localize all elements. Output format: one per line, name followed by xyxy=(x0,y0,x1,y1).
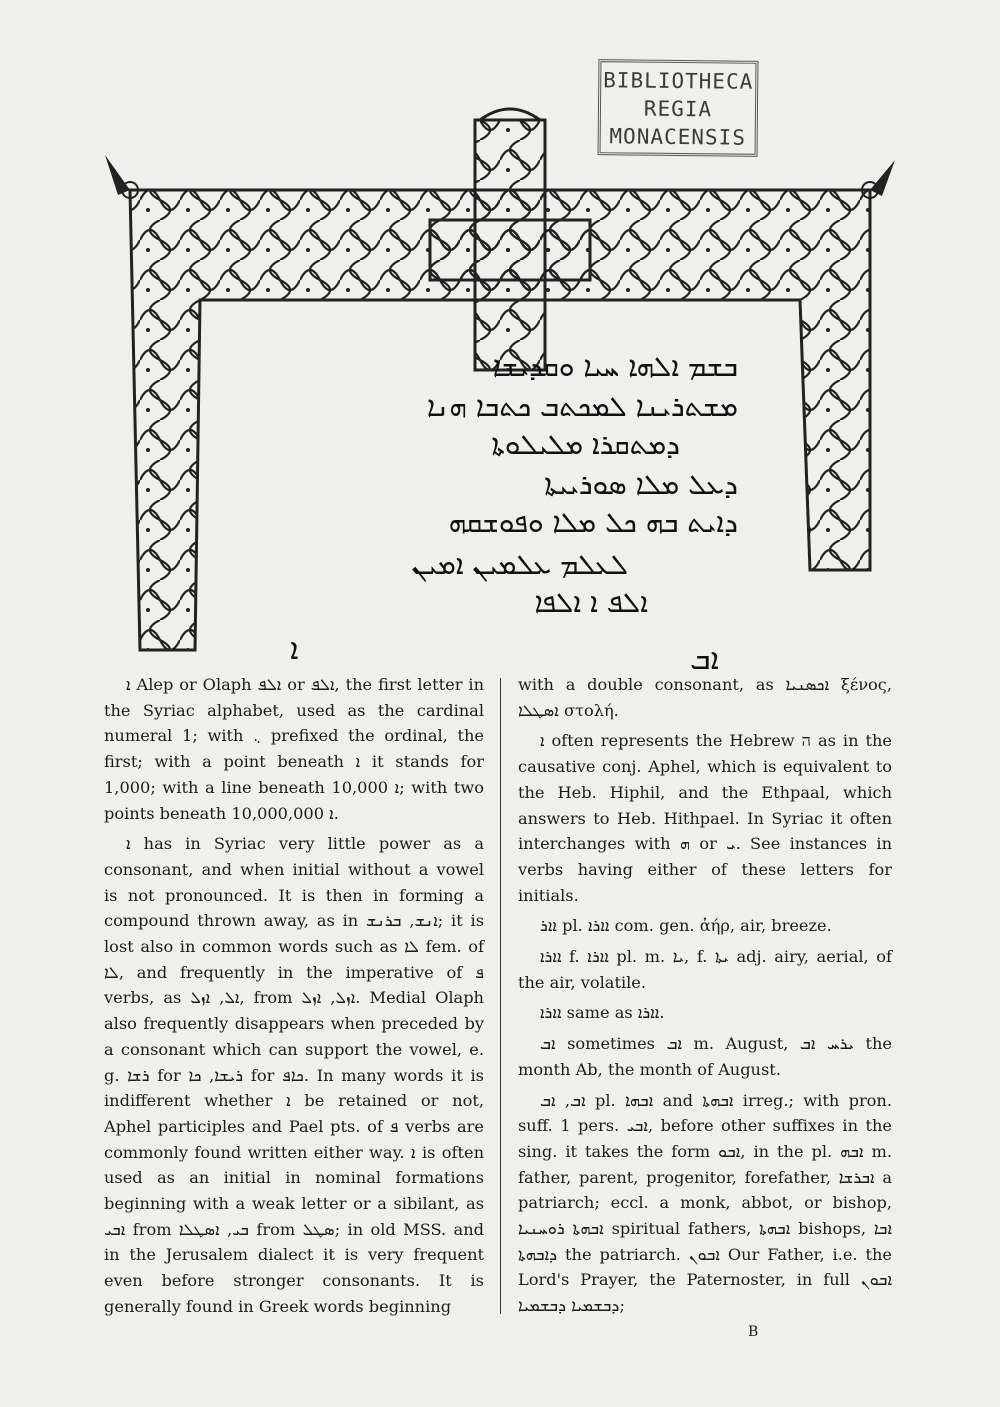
signature-mark: B xyxy=(748,1324,759,1340)
headpiece-line: ܕܐܝܬ ܒܗ ܟܠ ܡܠܐ ܘܦܘܫܩܗ xyxy=(448,506,738,539)
headpiece-line: ܕܥܠ ܡܠܐ ܣܘܪܝܝܬܐ xyxy=(544,468,738,501)
stamp-line: BIBLIOTHECA xyxy=(603,68,754,94)
dictionary-entry: ܐܒ, ܐܒ pl. ܐܒܗܐ and ܐܒܗܬܐ irreg.; with pron. suff. 1 pers. ܐܒܝ, before other suffixes in the sing. it takes the form ܐܒܘ, in the pl. ܐܒܗ m. father, parent, progenitor, forefather, ܐܒܪܫܐ a patriarch; eccl. a monk, abbot, or bishop, ܐܒܗܬܐ ܪܘܚܢܝܐ spiritual fathers, ܐܒܗܬܐ bishops, ܐܒܐ ܕܐܒܗܬܐ the patriarch. ܐܒܘܢ Our Father, i.e. the Lord's Prayer, the Paternoster, in full ܐܒܘܢ ܕܒܫܡܝܐ ܕܒܫܡܝܐ; xyxy=(518,1090,893,1316)
dictionary-entry: ܐܐܪ pl. ܐܐܪܐ com. gen. ἀήρ, air, breeze. xyxy=(540,916,832,936)
paragraph: ܐ has in Syriac very little power as a consonant, and when initial without a vowel is not pronounced. It is then in forming a compound thrown away, as in ܐܢܫ, ܒܪܢܫ; it is lost also in common words such as ܠܐ fem. of ܠܐ, and frequently in the imperative of ܦ verbs, as ܐܠ, ܐܙܠ, from ܐܙܠ, ܐܙܠ. Medial Olaph also frequently disappears when preceded by a consonant which can support the vowel, e. g. ܪܫܐ for ܪܝܫܐ, ܟܐ for ܟܐܦ. In many words it is indifferent whether ܐ be retained or not, Aphel participles and Pael pts. of ܦ verbs are commonly found written either way. ܐ is often used as an initial in nominal formations beginning with a weak letter or a sibilant, as ܐܒܝ from ܒܝ, ܐܣܛܠܐ from ܣܛܠ; in old MSS. and in the Jerusalem dialect it is very frequent even before stronger consonants. It is generally found in Greek words beginning xyxy=(104,834,485,1316)
paragraph: ܐ often represents the Hebrew ה as in the causative conj. Aphel, which is equivalent to the Heb. Hiphil, and the Ethpaal, which answers to Heb. Hithpael. In Syriac it often interchanges with ܗ or ܝ. See instances in verbs having either of these letters for initials. xyxy=(518,731,892,905)
stamp-line: MONACENSIS xyxy=(609,124,747,150)
running-letter-right: ܐܒ xyxy=(690,642,719,677)
dictionary-entry: ܐܒ sometimes ܐܒ m. August, ܝܪܚ ܐܒ the month Ab, the month of August. xyxy=(518,1034,893,1079)
headpiece-line: ܠܥܠܡ ܥܠܡܝܢ ܐܡܝܢ xyxy=(411,548,628,581)
headpiece-line: ܒܫܡ ܐܠܗܐ ܚܝܐ ܘܩܕܝܫܐ xyxy=(492,350,738,383)
headpiece-line: ܕܡܬܩܪܐ ܡܠܝܠܘܬܐ xyxy=(491,428,680,461)
left-column xyxy=(104,672,484,1325)
paragraph: with a double consonant, as ܐܟܣܢܝܐ ξένος, ܐܣܛܠܐ στολή. xyxy=(518,675,892,720)
headpiece-line: ܐܠܦ ܐ ܐܠܦܐ xyxy=(534,586,648,619)
dictionary-entry: ܐܐܪܐ same as ܐܐܪܐ. xyxy=(540,1003,665,1023)
stamp-line: REGIA xyxy=(643,96,713,122)
headpiece-line: ܡܫܬܪܝܢܐ ܠܡܟܬܒ ܟܬܒܐ ܗܢܐ xyxy=(426,390,738,423)
dictionary-entry: ܐܐܪܐ f. ܐܐܪܐ pl. m. ܝܐ, f. ܝܬܐ adj. airy, aerial, of the air, volatile. xyxy=(518,947,893,992)
running-letter-left: ܐ xyxy=(290,632,299,667)
column-rule xyxy=(500,678,501,1314)
right-column xyxy=(518,672,892,1324)
paragraph: ܐ Alep or Olaph ܐܠܦ or ܐܠܦ, the first letter in the Syriac alphabet, used as the cardinal numeral 1; with ܆ prefixed the ordinal, the first; with a point beneath ܐ it stands for 1,000; with a line beneath ܐ 10,000; with two points beneath ܐ 10,000,000. xyxy=(104,675,485,823)
